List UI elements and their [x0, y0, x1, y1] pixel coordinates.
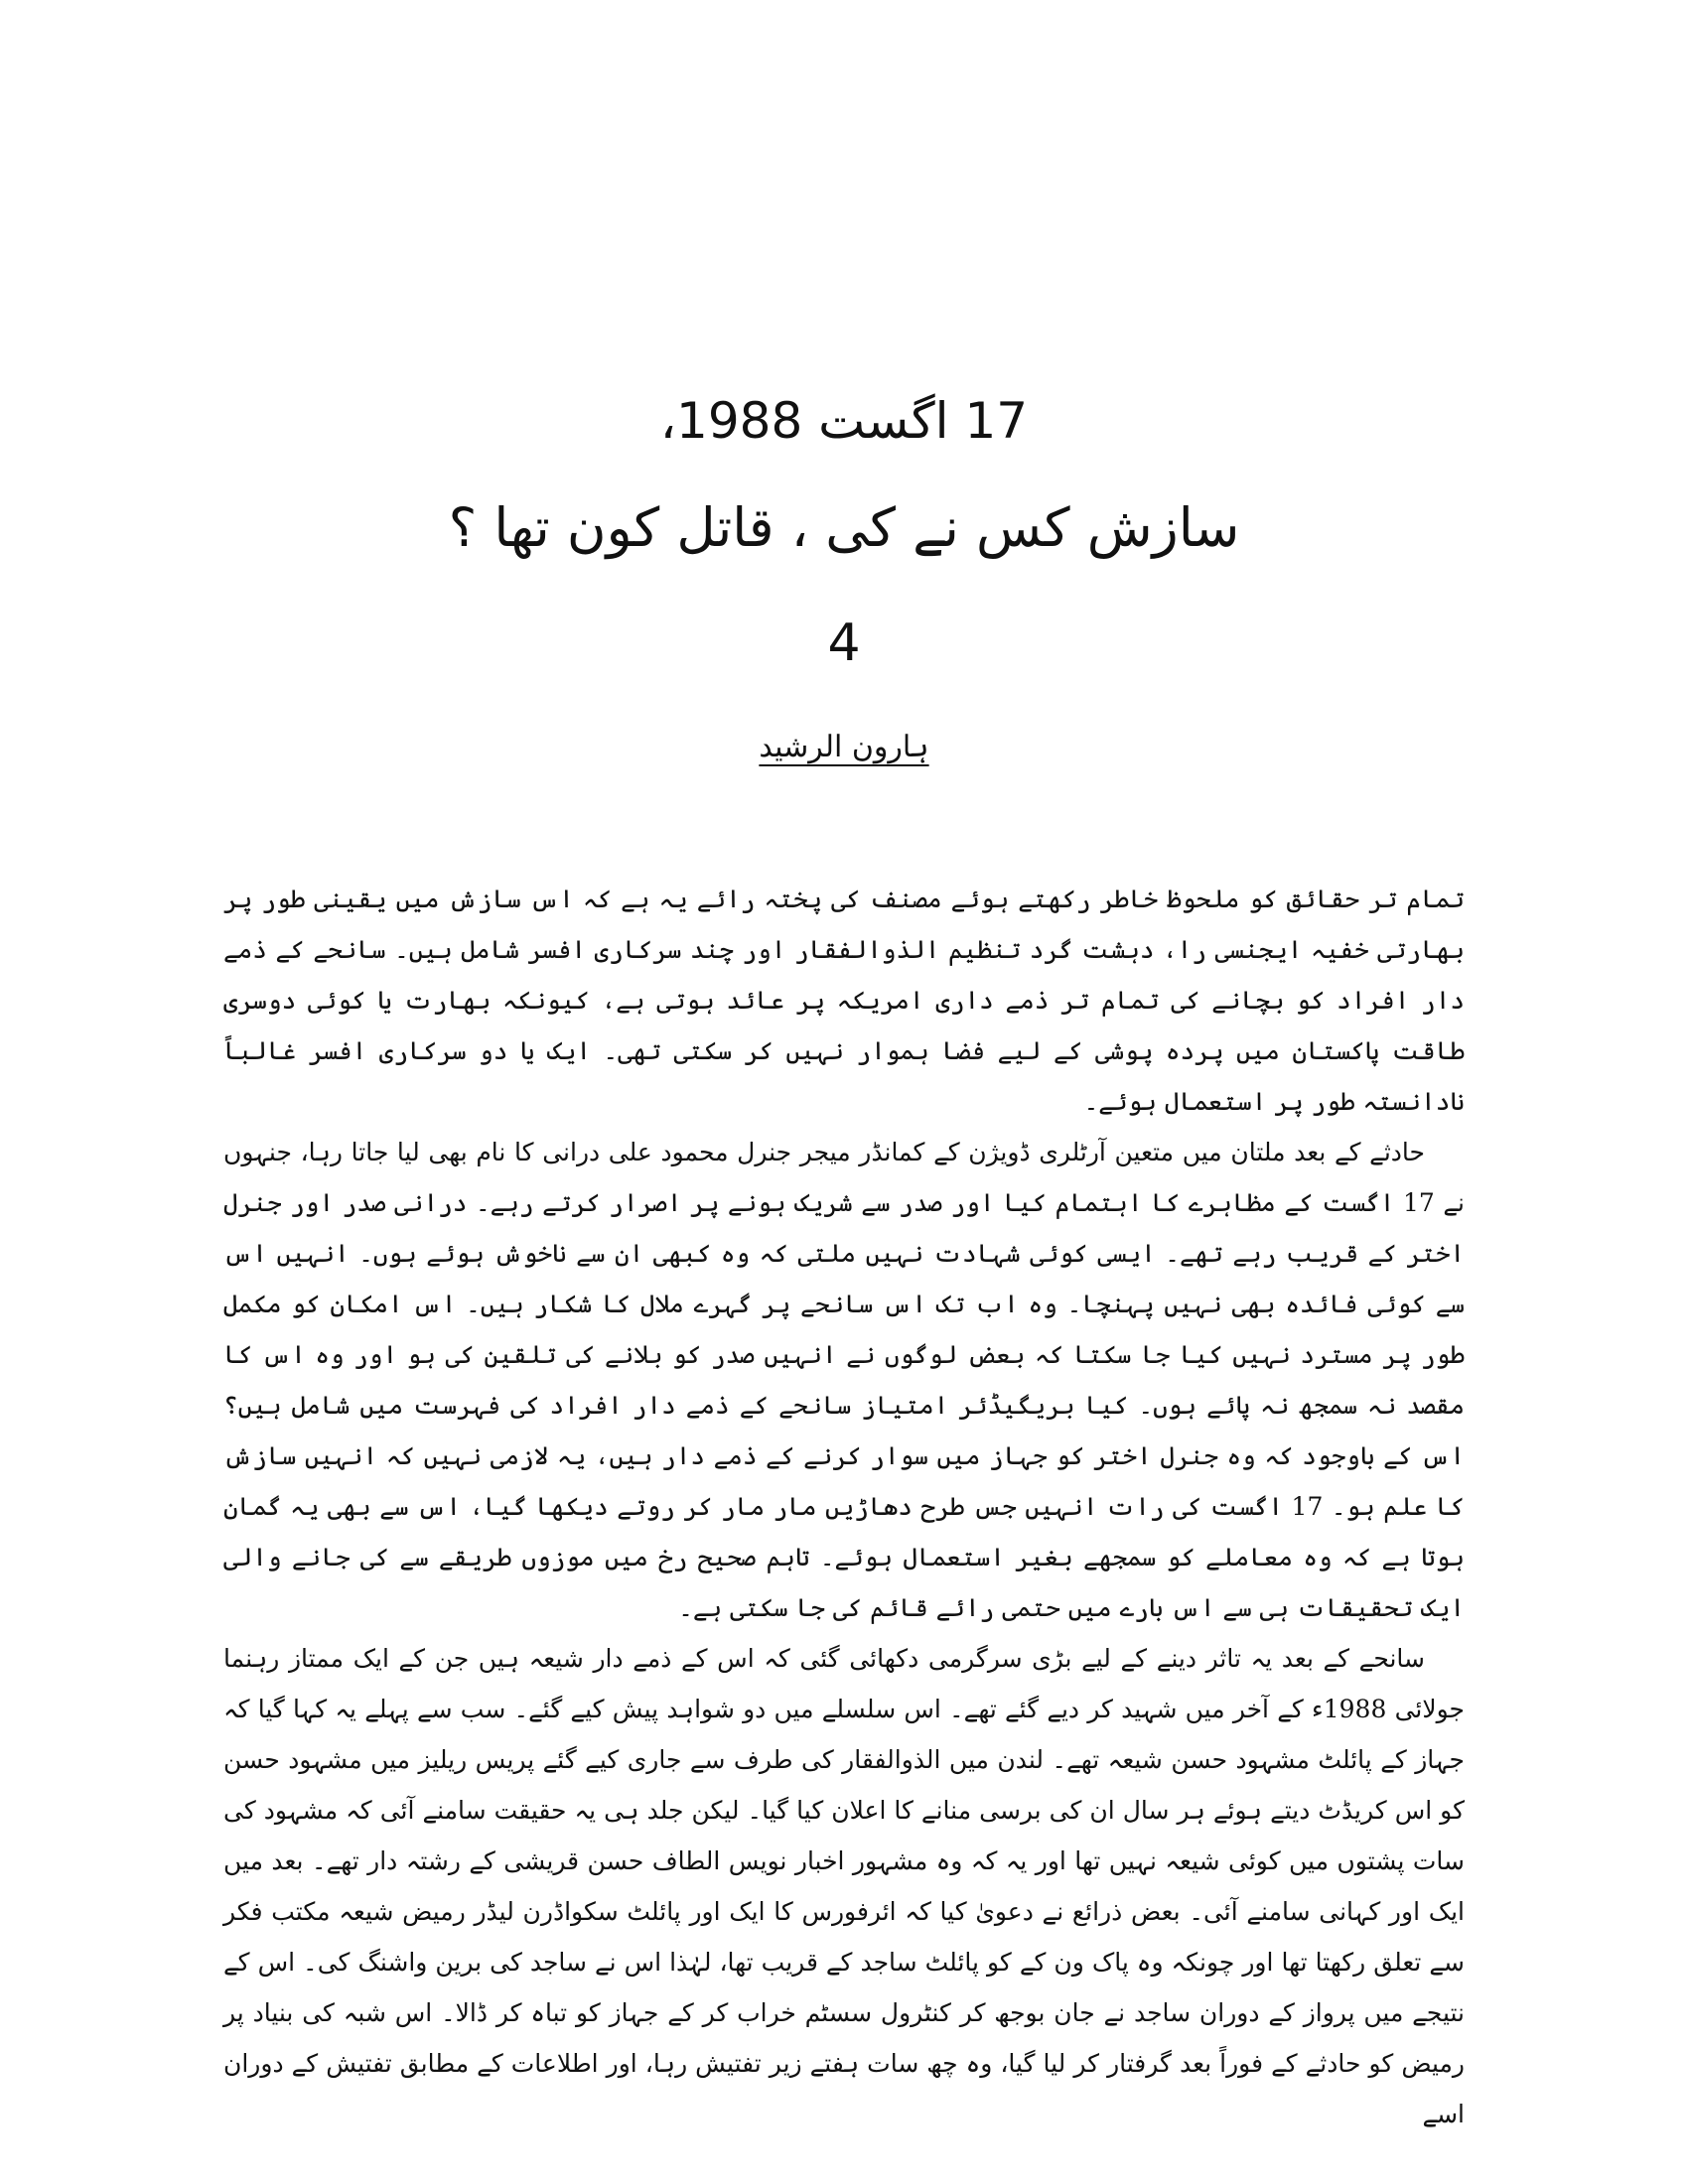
article-body	[223, 874, 1465, 2139]
author-name: ہارون الرشید	[759, 730, 929, 764]
paragraph-1: تمام تر حقائق کو ملحوظ خاطر رکھتے ہوئے مصنف کی پختہ رائے یہ ہے کہ اس سازش میں یقینی طور پر بھارتی خفیہ ایجنسی را، دہشت گرد تنظیم الذوالفقار اور چند سرکاری افسر شامل ہیں۔ سانحے کے ذمے دار افراد کو بچانے کی تمام تر ذمے داری امریکہ پر عائد ہوتی ہے، کیونکہ بھارت یا کوئی دوسری طاقت پاکستان میں پردہ پوشی کے لیے فضا ہموار نہیں کر سکتی تھی۔ ایک یا دو سرکاری افسر غالباً نادانستہ طور پر استعمال ہوئے۔	[223, 885, 1465, 1116]
title-date: 17 اگست 1988،	[659, 392, 1029, 450]
author-byline	[0, 730, 1688, 764]
title-question: سازش کس نے کی ، قاتل کون تھا ؟	[448, 496, 1240, 559]
paragraph-3: سانحے کے بعد یہ تاثر دینے کے لیے بڑی سرگرمی دکھائی گئی کہ اس کے ذمے دار شیعہ ہیں جن کے ایک ممتاز رہنما جولائی 1988ء کے آخر میں شہید کر دیے گئے تھے۔ اس سلسلے میں دو شواہد پیش کیے گئے۔ سب سے پہلے یہ کہا گیا کہ جہاز کے پائلٹ مشہود حسن شیعہ تھے۔ لندن میں الذوالفقار کی طرف سے جاری کیے گئے پریس ریلیز میں مشہود حسن کو اس کریڈٹ دیتے ہوئے ہر سال ان کی برسی منانے کا اعلان کیا گیا۔ لیکن جلد ہی یہ حقیقت سامنے آئی کہ مشہود کی سات پشتوں میں کوئی شیعہ نہیں تھا اور یہ کہ وہ مشہور اخبار نویس الطاف حسن قریشی کے رشتہ دار تھے۔ بعد میں ایک اور کہانی سامنے آئی۔ بعض ذرائع نے دعویٰ کیا کہ ائرفورس کا ایک اور پائلٹ سکواڈرن لیڈر رمیض شیعہ مکتب فکر سے تعلق رکھتا تھا اور چونکہ وہ پاک ون کے کو پائلٹ ساجد کے قریب تھا، لہٰذا اس نے ساجد کی برین واشنگ کی۔ اس کے نتیجے میں پرواز کے دوران ساجد نے جان بوجھ کر کنٹرول سسٹم خراب کر کے جہاز کو تباہ کر ڈالا۔ اس شبہ کی بنیاد پر رمیض کو حادثے کے فوراً بعد گرفتار کر لیا گیا، وہ چھ سات ہفتے زیر تفتیش رہا، اور اطلاعات کے مطابق تفتیش کے دوران اسے	[223, 1644, 1465, 2128]
title-part-number: 4	[827, 614, 861, 673]
paragraph-2: حادثے کے بعد ملتان میں متعین آرٹلری ڈویژن کے کمانڈر میجر جنرل محمود علی درانی کا نام بھی لیا جاتا رہا، جنہوں نے 17 اگست کے مظاہرے کا اہتمام کیا اور صدر سے شریک ہونے پر اصرار کرتے رہے۔ درانی صدر اور جنرل اختر کے قریب رہے تھے۔ ایسی کوئی شہادت نہیں ملتی کہ وہ کبھی ان سے ناخوش ہوئے ہوں۔ انہیں اس سے کوئی فائدہ بھی نہیں پہنچا۔ وہ اب تک اس سانحے پر گہرے ملال کا شکار ہیں۔ اس امکان کو مکمل طور پر مسترد نہیں کیا جا سکتا کہ بعض لوگوں نے انہیں صدر کو بلانے کی تلقین کی ہو اور وہ اس کا مقصد نہ سمجھ نہ پائے ہوں۔ کیا بریگیڈئر امتیاز سانحے کے ذمے دار افراد کی فہرست میں شامل ہیں؟ اس کے باوجود کہ وہ جنرل اختر کو جہاز میں سوار کرنے کے ذمے دار ہیں، یہ لازمی نہیں کہ انہیں سازش کا علم ہو۔ 17 اگست کی رات انہیں جس طرح دھاڑیں مار مار کر روتے دیکھا گیا، اس سے بھی یہ گمان ہوتا ہے کہ وہ معاملے کو سمجھے بغیر استعمال ہوئے۔ تاہم صحیح رخ میں موزوں طریقے سے کی جانے والی ایک تحقیقات ہی سے اس بارے میں حتمی رائے قائم کی جا سکتی ہے۔	[223, 1138, 1465, 1622]
